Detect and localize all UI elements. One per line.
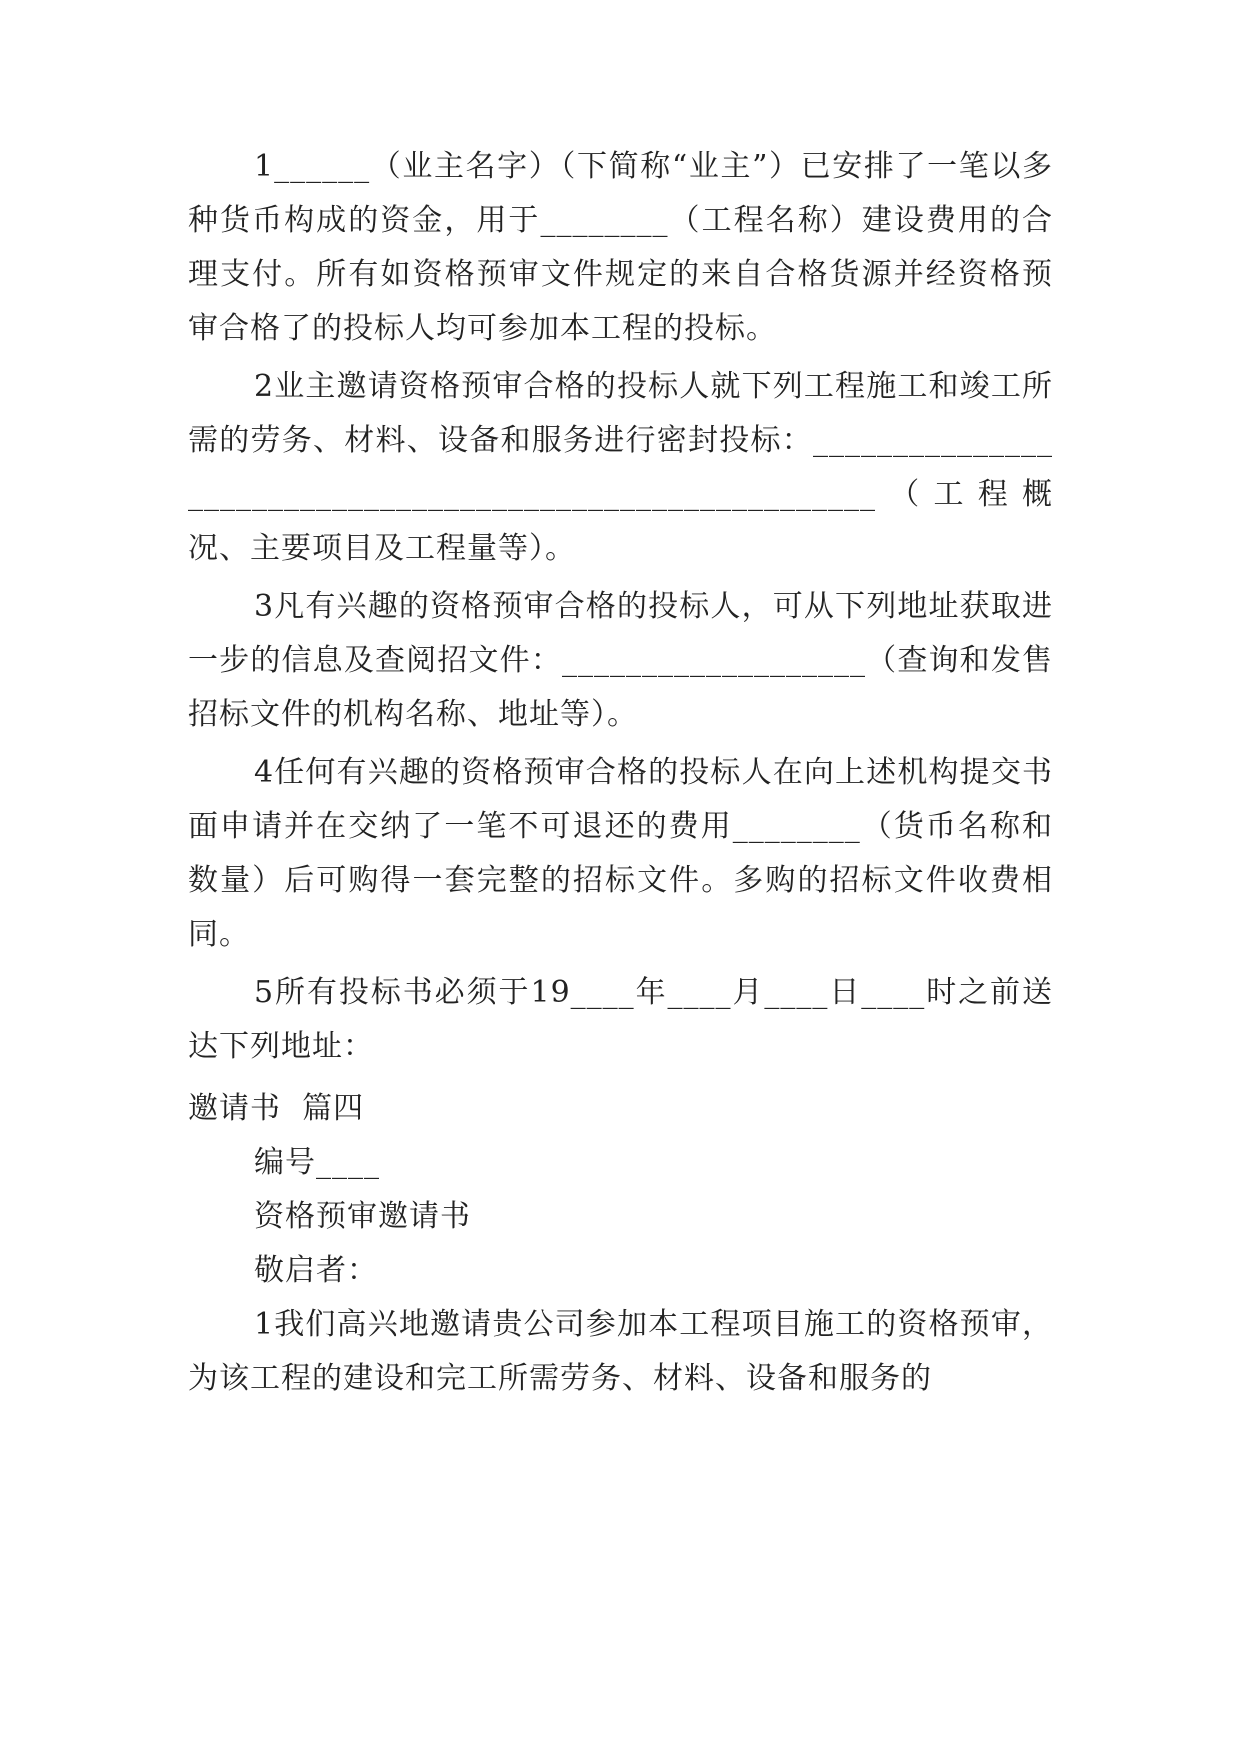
doc-title: 资格预审邀请书 xyxy=(254,1199,471,1234)
number-line: 编号____ xyxy=(254,1145,380,1180)
paragraph-2: 2业主邀请资格预审合格的投标人就下列工程施工和竣工所需的劳务、材料、设备和服务进行密封投标：__________________________________________________________（工程概况、主要项目及工程量等）。 xyxy=(188,369,1053,566)
paragraph-4: 4任何有兴趣的资格预审合格的投标人在向上述机构提交书面申请并在交纳了一笔不可退还的费用________（货币名称和数量）后可购得一套完整的招标文件。多购的招标文件收费相同。 xyxy=(188,755,1053,952)
paragraph-5: 5所有投标书必须于19____年____月____日____时之前送达下列地址： xyxy=(188,975,1053,1064)
section-four xyxy=(188,1082,1053,1406)
paragraph-1: 1______（业主名字）（下简称“业主”）已安排了一笔以多种货币构成的资金，用于________（工程名称）建设费用的合理支付。所有如资格预审文件规定的来自合格货源并经资格预审合格了的投标人均可参加本工程的投标。 xyxy=(188,149,1053,346)
document-body xyxy=(188,140,1053,1074)
paragraph-3: 3凡有兴趣的资格预审合格的投标人，可从下列地址获取进一步的信息及查阅招文件：___________________（查询和发售招标文件的机构名称、地址等）。 xyxy=(188,589,1053,732)
section-paragraph-1: 1我们高兴地邀请贵公司参加本工程项目施工的资格预审，为该工程的建设和完工所需劳务、材料、设备和服务的 xyxy=(188,1307,1053,1396)
salutation: 敬启者： xyxy=(254,1253,378,1288)
section-heading: 邀请书 篇四 xyxy=(188,1091,365,1126)
